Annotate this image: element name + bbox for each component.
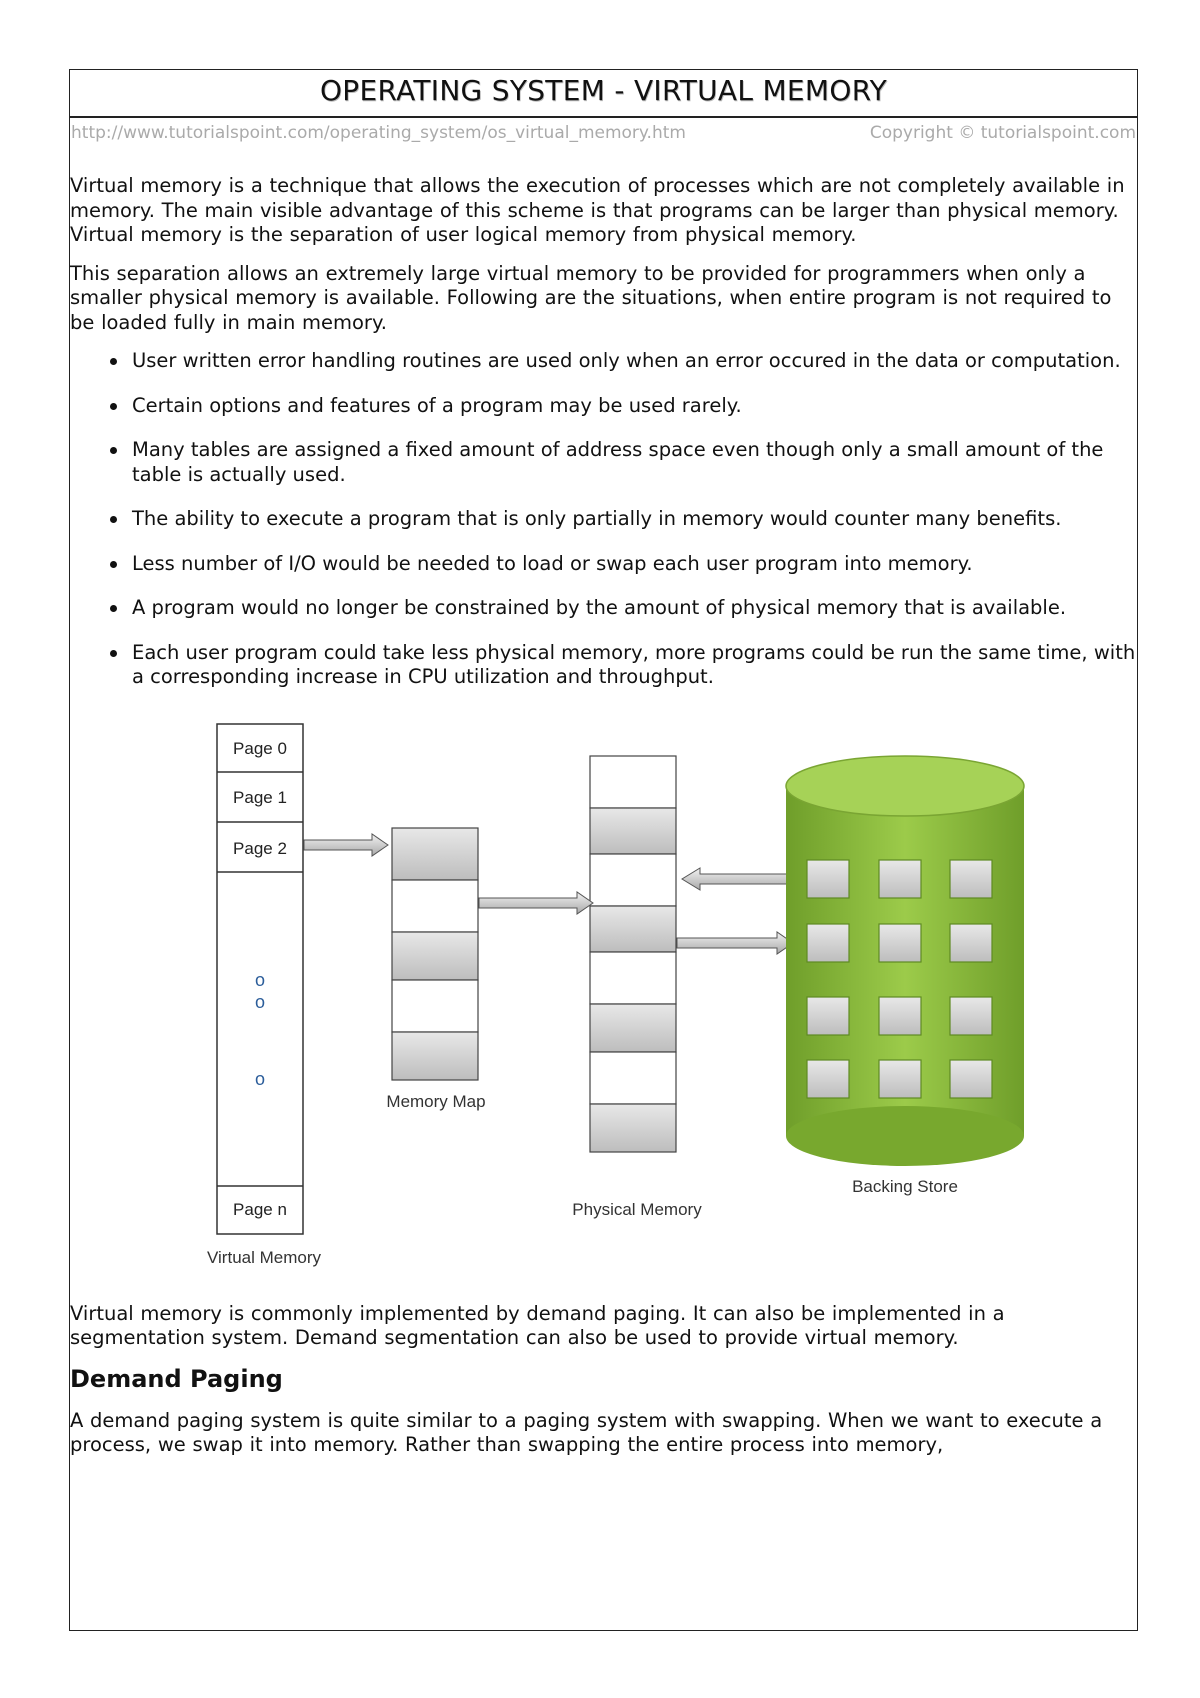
ellipsis-dot: o: [254, 991, 266, 1012]
physical-memory-label: Physical Memory: [572, 1199, 702, 1219]
ellipsis-dot: o: [254, 1068, 266, 1089]
list-item: The ability to execute a program that is only partially in memory would counter many benefits.: [132, 507, 1137, 532]
list-item: Certain options and features of a program may be used rarely.: [132, 394, 1137, 419]
intro-paragraph-1: Virtual memory is a technique that allows the execution of processes which are not completely available in memory. The main visible advantage of this scheme is that programs can be larger than physical memory. Virtual memory is the separation of user logical memory from physical memory.: [70, 174, 1125, 246]
arrow-icon: [677, 932, 793, 954]
page-title: OPERATING SYSTEM - VIRTUAL MEMORY: [70, 70, 1137, 118]
list-item: User written error handling routines are used only when an error occured in the data or computation.: [132, 349, 1137, 374]
arrow-icon: [682, 868, 799, 890]
list-item: Each user program could take less physical memory, more programs could be run the same time, with a corresponding increase in CPU utilization and throughput.: [132, 640, 1136, 688]
virtual-page-label: Page 1: [233, 787, 287, 807]
page-meta: [70, 118, 1137, 148]
virtual-page-label: Page 2: [233, 838, 287, 858]
after-diagram-paragraph: Virtual memory is commonly implemented by demand paging. It can also be implemented in a segmentation system. Demand segmentation can also be used to provide virtual memory.: [70, 1301, 1005, 1349]
virtual-page-label: Page 0: [233, 738, 287, 758]
situations-list: [70, 349, 1137, 690]
backing-store-label: Backing Store: [852, 1176, 958, 1196]
content: [70, 174, 1137, 1458]
virtual-page-label: Page n: [233, 1199, 287, 1219]
virtual-memory-label: Virtual Memory: [207, 1247, 321, 1267]
virtual-memory-column: [207, 724, 321, 1267]
arrow-icon: [304, 834, 388, 856]
memory-map-label: Memory Map: [386, 1091, 486, 1111]
ellipsis-dot: o: [254, 969, 266, 990]
source-url[interactable]: http://www.tutorialspoint.com/operating_system/os_virtual_memory.htm: [71, 123, 686, 143]
list-item: A program would no longer be constrained by the amount of physical memory that is available.: [132, 596, 1137, 621]
list-item: Many tables are assigned a fixed amount of address space even though only a small amount of the table is actually used.: [132, 438, 1137, 487]
intro-paragraph-2: This separation allows an extremely large virtual memory to be provided for programmers when only a smaller physical memory is available. Following are the situations, when entire program is not required to be loaded fully in main memory.: [70, 261, 1112, 334]
list-item: Less number of I/O would be needed to load or swap each user program into memory.: [132, 552, 1137, 577]
section-heading: Demand Paging: [70, 1364, 283, 1393]
virtual-memory-diagram: [70, 710, 1137, 1290]
copyright-text: Copyright © tutorialspoint.com: [869, 123, 1136, 143]
backing-store-cylinder-icon: [786, 756, 1024, 1196]
diagram-svg: [70, 710, 1136, 1290]
document-page: [69, 69, 1138, 1631]
memory-map-column: [386, 828, 485, 1111]
physical-memory-column: [572, 756, 702, 1219]
arrow-icon: [479, 892, 593, 914]
demand-paging-paragraph: A demand paging system is quite similar to a paging system with swapping. When we want to execute a process, we swap it into memory. Rather than swapping the entire process into memory,: [70, 1408, 1103, 1456]
